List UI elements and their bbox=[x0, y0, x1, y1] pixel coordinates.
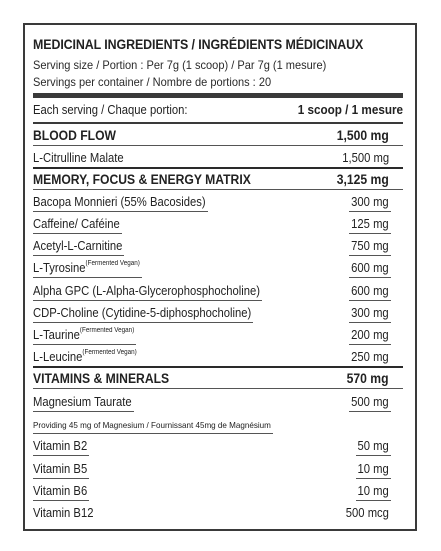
serving-size: Serving size / Portion : Per 7g (1 scoop) / Par 7g (1 mesure) bbox=[33, 58, 327, 72]
ingredient-name-text: MEMORY, FOCUS & ENERGY MATRIX bbox=[33, 172, 251, 187]
ingredient-amount: 300 mg bbox=[351, 195, 389, 209]
ingredient-name bbox=[33, 261, 140, 275]
ingredient-row bbox=[33, 323, 403, 345]
ingredient-name bbox=[33, 395, 132, 409]
section-name bbox=[33, 371, 169, 386]
ingredient-name-text: BLOOD FLOW bbox=[33, 128, 117, 143]
ingredient-name-text: Providing 45 mg of Magnesium / Fournissant 45mg de Magnésium bbox=[33, 420, 271, 430]
ingredient-name-text: Vitamin B12 bbox=[33, 506, 94, 520]
ingredient-row bbox=[33, 146, 403, 168]
ingredient-name bbox=[33, 195, 206, 209]
ingredient-row bbox=[33, 190, 403, 212]
ingredient-amount: 500 mg bbox=[351, 395, 389, 409]
ingredient-name-text: Vitamin B6 bbox=[33, 484, 88, 498]
ingredient-name bbox=[33, 462, 87, 476]
ingredient-name bbox=[33, 439, 87, 453]
ingredient-name bbox=[33, 306, 251, 320]
ingredient-amount: 1,500 mg bbox=[336, 128, 389, 143]
ingredient-name-text: L-Leucine bbox=[33, 350, 83, 364]
ingredient-name-text: Acetyl-L-Carnitine bbox=[33, 239, 123, 253]
ingredient-amount: 3,125 mg bbox=[336, 172, 389, 187]
ingredient-name bbox=[33, 217, 120, 231]
ingredient-name bbox=[33, 151, 124, 165]
servings-per-container: Servings per container / Nombre de portions : 20 bbox=[33, 75, 272, 89]
fermented-vegan-note: (Fermented Vegan) bbox=[82, 349, 137, 356]
ingredient-row bbox=[33, 301, 403, 323]
ingredient-name-text: Vitamin B5 bbox=[33, 462, 88, 476]
ingredient-amount: 1,500 mg bbox=[342, 151, 389, 165]
ingredient-amount: 750 mg bbox=[351, 239, 389, 253]
ingredient-name-text: Alpha GPC (L-Alpha-Glycerophosphocholine) bbox=[33, 284, 260, 298]
ingredient-name bbox=[33, 328, 134, 342]
ingredient-name-text: Magnesium Taurate bbox=[33, 395, 132, 409]
section-row bbox=[33, 168, 403, 190]
ingredient-amount: 570 mg bbox=[347, 371, 389, 386]
section-row bbox=[33, 367, 403, 389]
ingredient-row bbox=[33, 389, 403, 412]
ingredient-name bbox=[33, 420, 271, 430]
ingredient-row bbox=[33, 278, 403, 301]
ingredient-row bbox=[33, 434, 403, 456]
ingredients-panel bbox=[23, 23, 417, 531]
ingredient-name-text: L-Citrulline Malate bbox=[33, 151, 124, 165]
ingredient-name-text: Vitamin B2 bbox=[33, 439, 88, 453]
column-header-row bbox=[33, 99, 403, 120]
ingredient-name bbox=[33, 506, 93, 520]
ingredient-name bbox=[33, 239, 122, 253]
ingredient-amount: 125 mg bbox=[351, 217, 389, 231]
column-header-amount: 1 scoop / 1 mesure bbox=[297, 102, 403, 117]
section-row bbox=[33, 124, 403, 146]
note-row bbox=[33, 412, 403, 434]
ingredient-row bbox=[33, 456, 403, 479]
ingredient-amount: 10 mg bbox=[357, 462, 389, 476]
section-name bbox=[33, 128, 116, 143]
ingredient-row bbox=[33, 345, 403, 367]
ingredient-amount: 250 mg bbox=[351, 350, 389, 364]
ingredient-amount: 500 mcg bbox=[345, 506, 389, 520]
ingredient-amount: 300 mg bbox=[351, 306, 389, 320]
header-divider bbox=[33, 93, 403, 98]
ingredient-amount: 200 mg bbox=[351, 328, 389, 342]
ingredient-amount: 10 mg bbox=[357, 484, 389, 498]
ingredient-name-text: L-Tyrosine bbox=[33, 261, 86, 275]
section-name bbox=[33, 172, 251, 187]
ingredient-amount: 600 mg bbox=[351, 284, 389, 298]
ingredient-name bbox=[33, 484, 87, 498]
fermented-vegan-note: (Fermented Vegan) bbox=[79, 327, 135, 334]
ingredient-amount: 600 mg bbox=[351, 261, 389, 275]
ingredient-row bbox=[33, 501, 403, 523]
ingredient-name-text: VITAMINS & MINERALS bbox=[33, 371, 170, 386]
ingredient-name-text: CDP-Choline (Cytidine-5-diphosphocholine) bbox=[33, 306, 252, 320]
ingredient-name bbox=[33, 284, 260, 298]
ingredient-amount: 50 mg bbox=[357, 439, 389, 453]
panel-title: MEDICINAL INGREDIENTS / INGRÉDIENTS MÉDICINAUX bbox=[33, 37, 364, 52]
ingredient-name-text: Bacopa Monnieri (55% Bacosides) bbox=[33, 195, 206, 209]
ingredient-row bbox=[33, 212, 403, 234]
column-header-label: Each serving / Chaque portion: bbox=[33, 103, 188, 117]
fermented-vegan-note: (Fermented Vegan) bbox=[85, 260, 140, 267]
ingredient-name-text: L-Taurine bbox=[33, 328, 80, 342]
ingredient-row bbox=[33, 234, 403, 256]
ingredient-name-text: Caffeine/ Caféine bbox=[33, 217, 120, 231]
ingredient-name bbox=[33, 350, 137, 364]
ingredient-row bbox=[33, 479, 403, 501]
ingredient-row bbox=[33, 256, 403, 278]
